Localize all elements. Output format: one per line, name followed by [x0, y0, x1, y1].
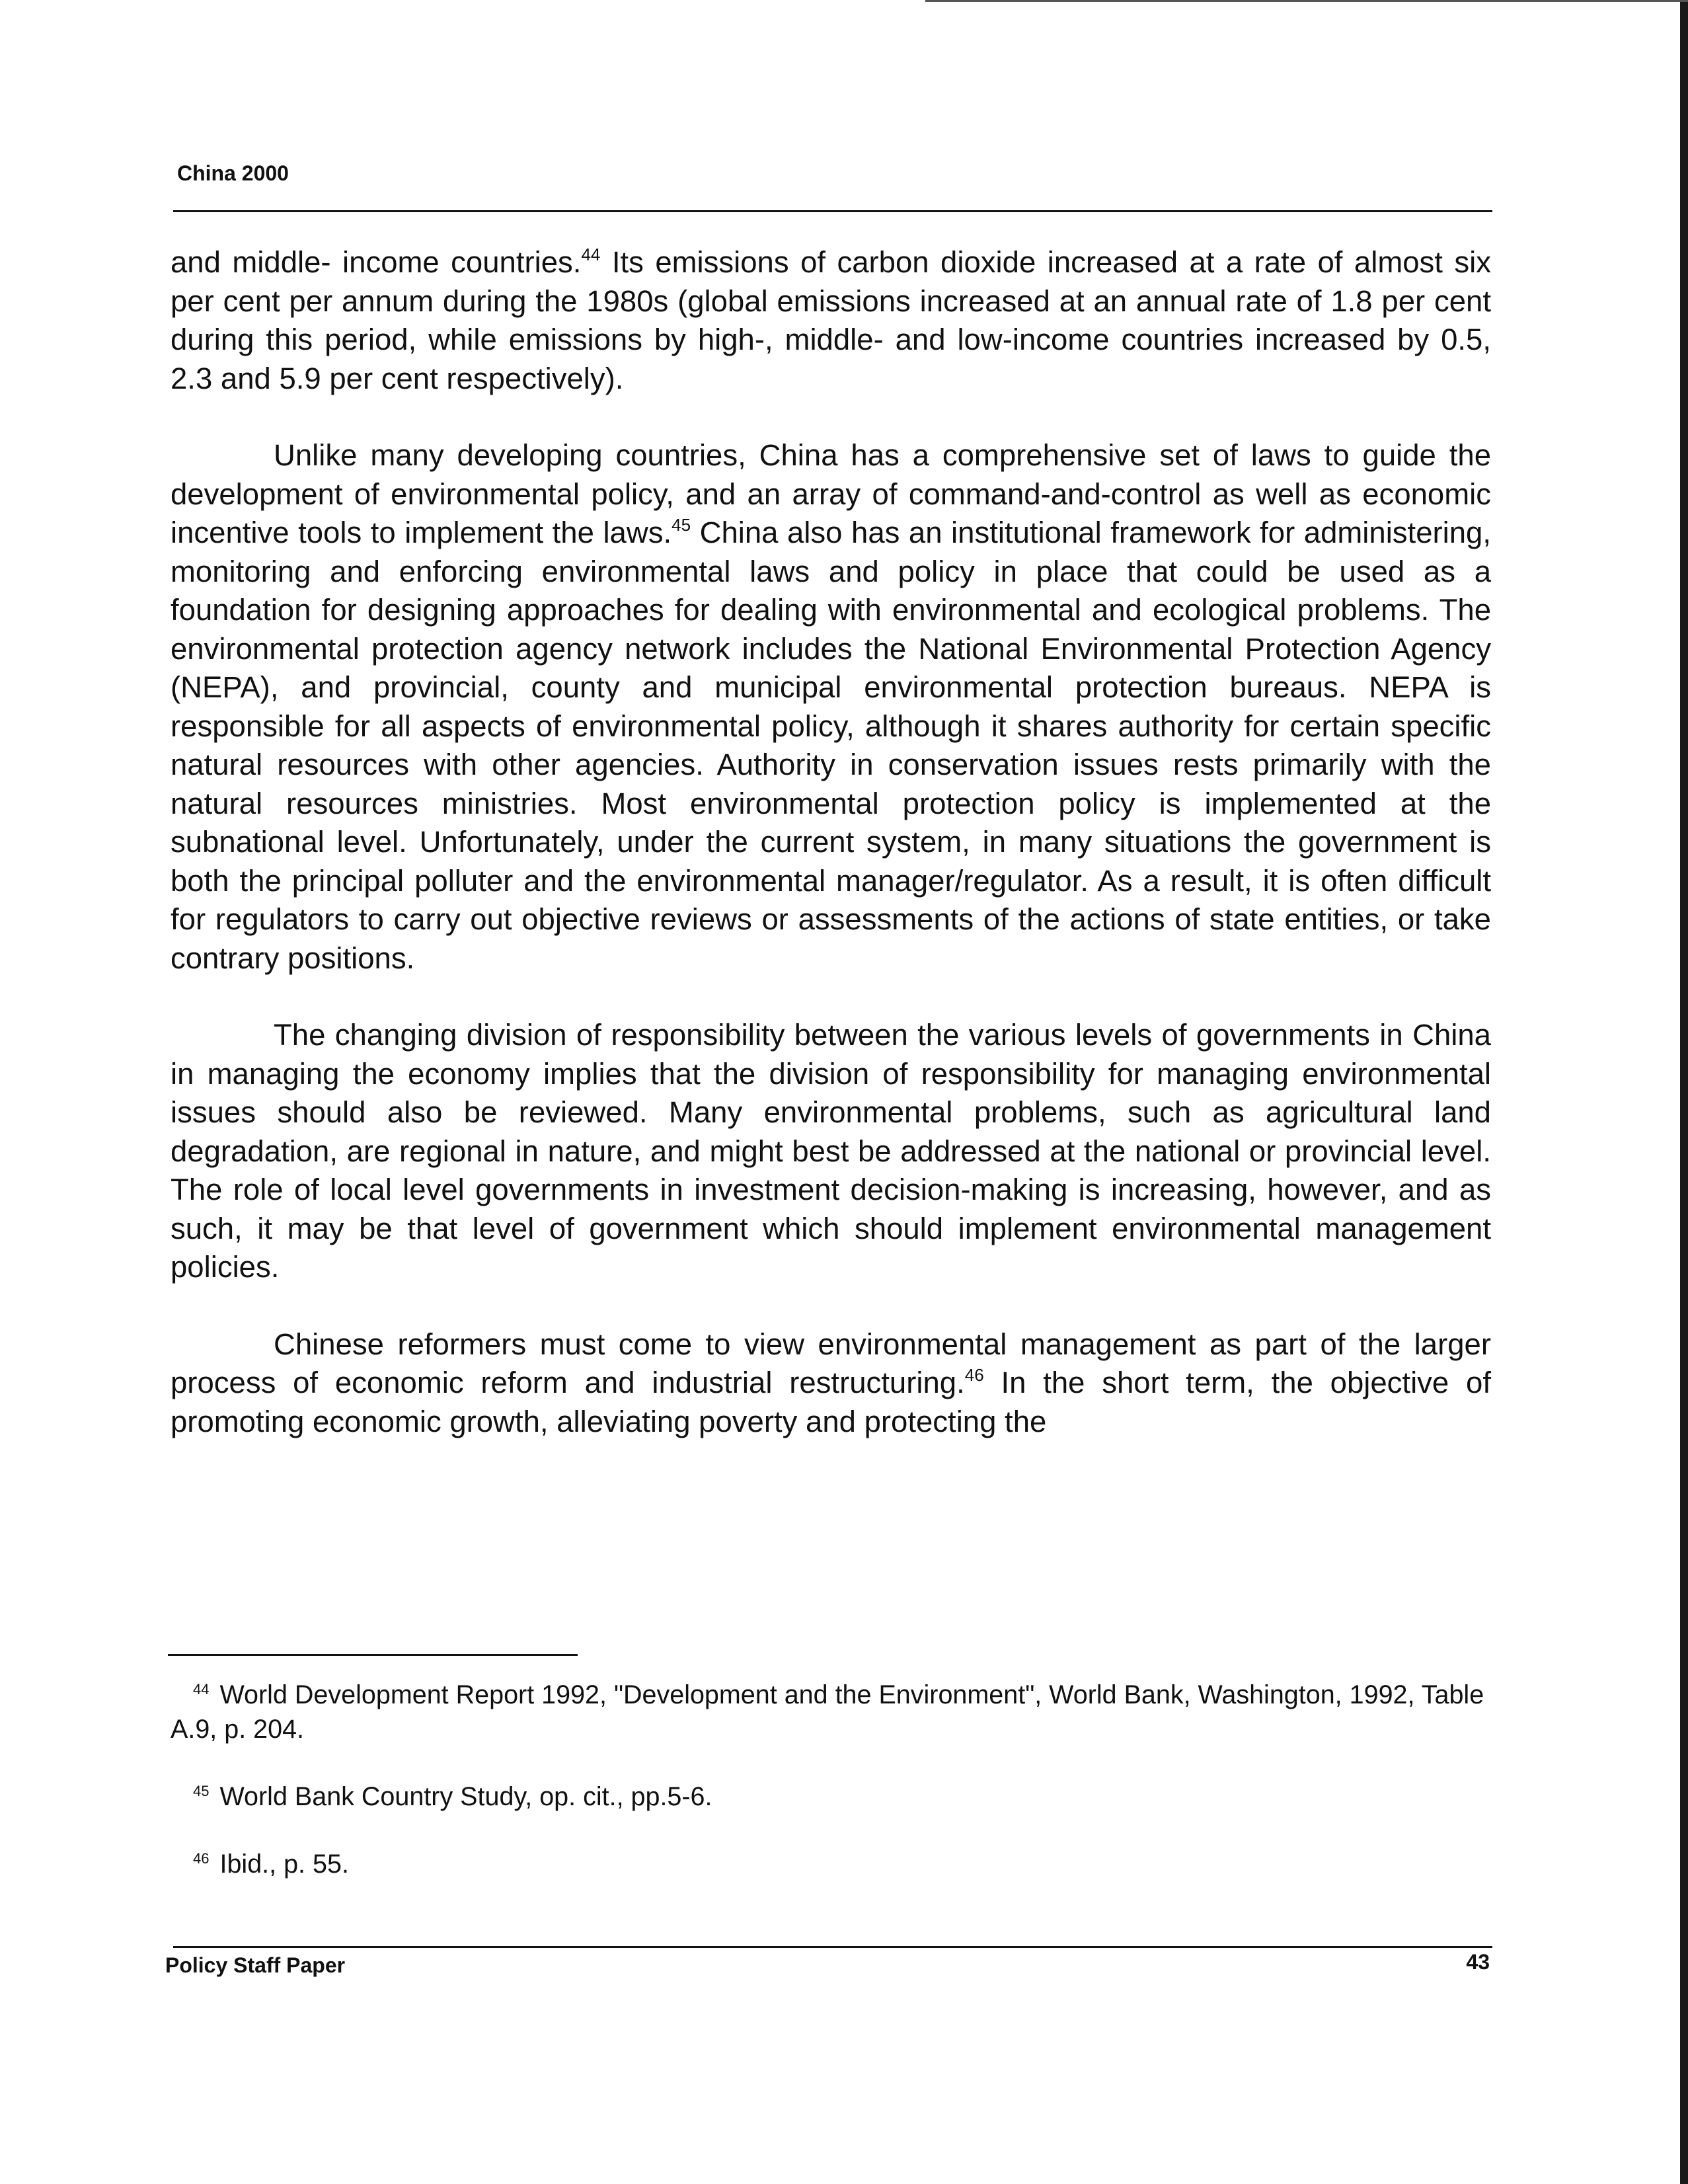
footnote-text: World Bank Country Study, op. cit., pp.5-6.: [219, 1782, 712, 1811]
footer-rule: [173, 1946, 1492, 1948]
paragraph-1-text-a: and middle- income countries.: [171, 245, 582, 279]
header-rule: [173, 210, 1492, 212]
paragraph-2: [171, 436, 1491, 978]
footnote-ref-46: 46: [964, 1365, 984, 1385]
footnote-46: [171, 1847, 1492, 1881]
footnote-number: 45: [193, 1783, 210, 1799]
footnotes: [171, 1678, 1492, 1914]
paragraph-1-text-b: Its emissions of carbon dioxide increased at a rate of almost six per cent per annum during the 1980s (global emissions increased at an annual rate of 1.8 per cent during this period, while emissions by high-, middle- and low-income countries increased by 0.5, 2.3 and 5.9 per cent respectively).: [171, 245, 1491, 395]
footnote-text: World Development Report 1992, "Development and the Environment", World Bank, Washington, 1992, Table A.9, p. 204.: [171, 1680, 1484, 1744]
paragraph-4-text-a: Chinese reformers must come to view environmental management as part of the larger process of economic reform and industrial restructuring.: [171, 1327, 1491, 1399]
paragraph-2-text-b: China also has an institutional framework for administering, monitoring and enforcing environmental laws and policy in place that could be used as a foundation for designing approaches for dealing with environmental and ecological problems. The environmental protection agency network includes the National Environmental Protection Agency (NEPA), and provincial, county and municipal environmental protection bureaus. NEPA is responsible for all aspects of environmental policy, although it shares authority for certain specific natural resources with other agencies. Authority in conservation issues rests primarily with the natural resources ministries. Most environmental protection policy is implemented at the subnational level. Unfortunately, under the current system, in many situations the government is both the principal polluter and the environmental manager/regulator. As a result, it is often difficult for regulators to carry out objective reviews or assessments of the actions of state entities, or take contrary positions.: [171, 516, 1492, 975]
footnote-45: [171, 1779, 1492, 1814]
paragraph-3: The changing division of responsibility between the various levels of governments in China in managing the economy implies that the division of responsibility for managing environmental issues should also be reviewed. Many environmental problems, such as agricultural land degradation, are regional in nature, and might best be addressed at the national or provincial level. The role of local level governments in investment decision-making is increasing, however, and as such, it may be that level of government which should implement environmental management policies.: [171, 1018, 1491, 1284]
footnote-ref-44: 44: [581, 245, 601, 264]
paragraph-4: [171, 1325, 1491, 1442]
footnote-separator: [168, 1654, 578, 1656]
footnote-number: 46: [193, 1850, 210, 1867]
footnote-ref-45: 45: [671, 515, 691, 535]
footnote-44: [171, 1678, 1492, 1746]
footer-title: Policy Staff Paper: [165, 1953, 346, 1977]
footnote-number: 44: [193, 1681, 210, 1697]
page-top-edge: [925, 0, 1688, 2]
page-number: 43: [1466, 1950, 1490, 1974]
body-text: [171, 243, 1491, 1479]
page-edge-shadow: [1680, 0, 1688, 2184]
footnote-text: Ibid., p. 55.: [219, 1850, 349, 1879]
paragraph-2-text-a: Unlike many developing countries, China has a comprehensive set of laws to guide the development of environmental policy, and an array of command-and-control as well as economic incentive tools to implement the laws.: [171, 438, 1491, 549]
paragraph-4-text-b: In the short term, the objective of promoting economic growth, alleviating poverty and protecting the: [171, 1366, 1491, 1438]
paragraph-1: [171, 243, 1491, 398]
running-head: China 2000: [177, 161, 289, 185]
